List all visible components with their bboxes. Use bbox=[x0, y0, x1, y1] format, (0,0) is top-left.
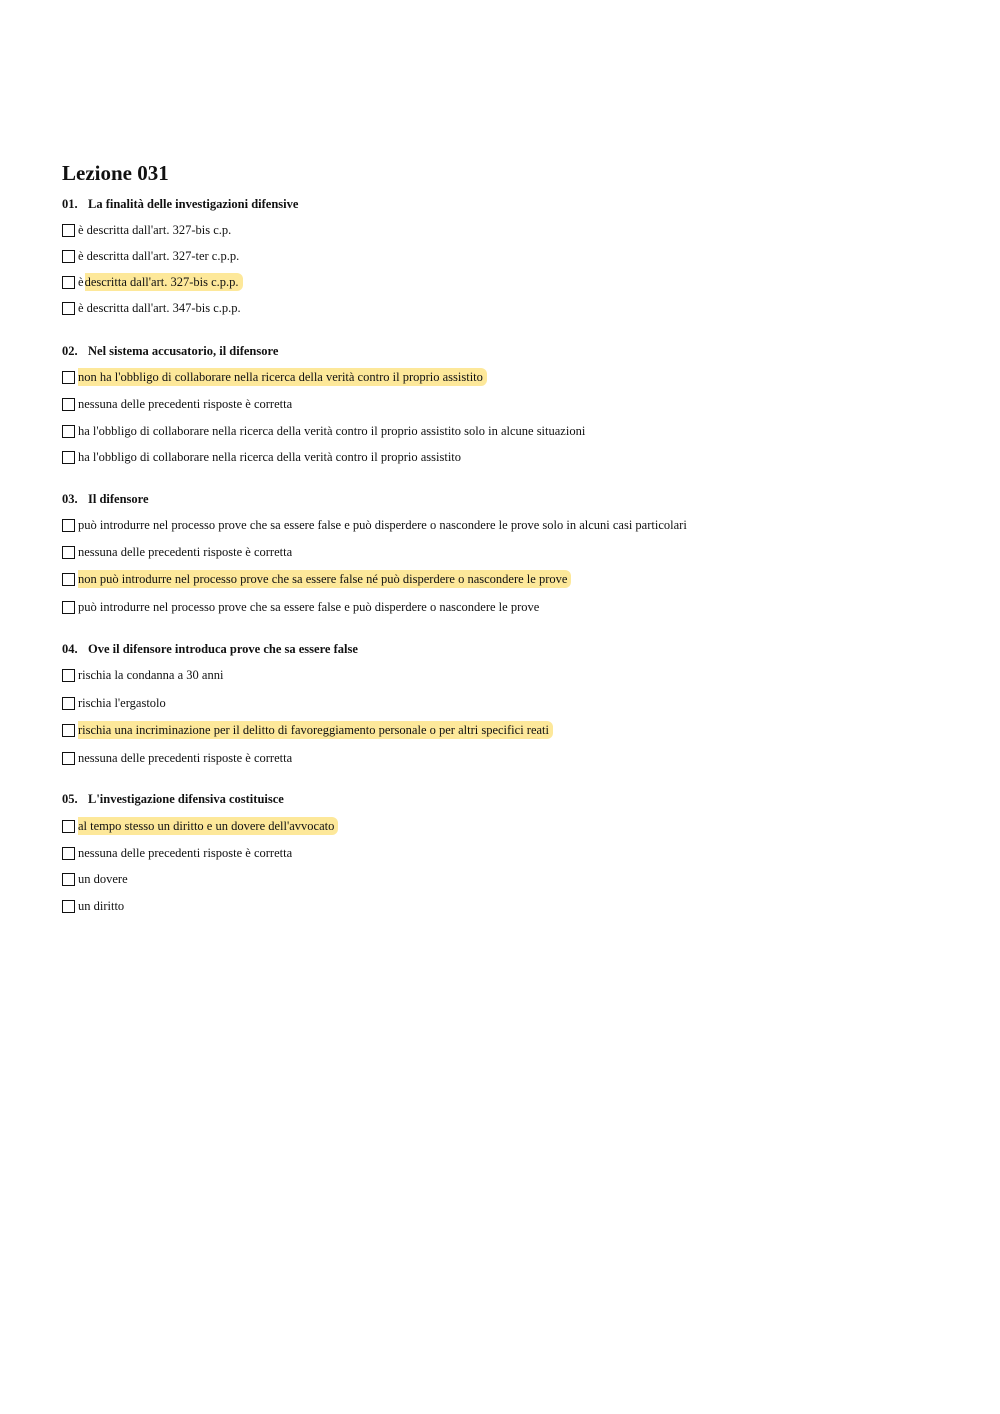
option-prefix: è bbox=[78, 275, 84, 289]
checkbox[interactable] bbox=[62, 398, 75, 411]
option-text: può introdurre nel processo prove che sa essere false e può disperdere o nascondere le prove bbox=[78, 600, 540, 614]
question-text: Il difensore bbox=[88, 492, 149, 506]
option-03-c-highlighted[interactable] bbox=[62, 570, 571, 588]
option-text: è descritta dall'art. 347-bis c.p.p. bbox=[78, 301, 241, 315]
question-03 bbox=[62, 491, 149, 507]
option-01-c-highlighted[interactable] bbox=[62, 273, 243, 291]
option-05-b[interactable] bbox=[62, 844, 296, 862]
question-number: 04. bbox=[62, 642, 78, 656]
checkbox[interactable] bbox=[62, 752, 75, 765]
question-text: Nel sistema accusatorio, il difensore bbox=[88, 344, 279, 358]
option-03-a[interactable] bbox=[62, 516, 691, 534]
option-05-a-highlighted[interactable] bbox=[62, 817, 338, 835]
question-number: 05. bbox=[62, 792, 78, 806]
option-01-a[interactable] bbox=[62, 221, 235, 239]
option-text-highlighted: al tempo stesso un diritto e un dovere dell'avvocato bbox=[78, 817, 338, 835]
question-05 bbox=[62, 791, 284, 807]
option-04-c-highlighted[interactable] bbox=[62, 721, 553, 739]
option-text: un dovere bbox=[78, 872, 128, 886]
checkbox[interactable] bbox=[62, 371, 75, 384]
question-text: L'investigazione difensiva costituisce bbox=[88, 792, 284, 806]
option-01-d[interactable] bbox=[62, 299, 245, 317]
question-04 bbox=[62, 641, 358, 657]
option-text: è descritta dall'art. 327-bis c.p. bbox=[78, 223, 232, 237]
question-number: 02. bbox=[62, 344, 78, 358]
checkbox[interactable] bbox=[62, 250, 75, 263]
checkbox[interactable] bbox=[62, 669, 75, 682]
checkbox[interactable] bbox=[62, 451, 75, 464]
option-text: nessuna delle precedenti risposte è corretta bbox=[78, 846, 293, 860]
checkbox[interactable] bbox=[62, 224, 75, 237]
checkbox[interactable] bbox=[62, 820, 75, 833]
option-text: ha l'obbligo di collaborare nella ricerca della verità contro il proprio assistito bbox=[78, 450, 462, 464]
checkbox[interactable] bbox=[62, 546, 75, 559]
option-text: rischia la condanna a 30 anni bbox=[78, 668, 224, 682]
checkbox[interactable] bbox=[62, 302, 75, 315]
option-04-a[interactable] bbox=[62, 666, 227, 684]
checkbox[interactable] bbox=[62, 573, 75, 586]
option-text: è descritta dall'art. 327-ter c.p.p. bbox=[78, 249, 240, 263]
option-04-d[interactable] bbox=[62, 749, 296, 767]
option-text: può introdurre nel processo prove che sa essere false e può disperdere o nascondere le prove solo in alcuni casi particolari bbox=[78, 518, 687, 532]
option-04-b[interactable] bbox=[62, 694, 170, 712]
question-02 bbox=[62, 343, 278, 359]
option-text: nessuna delle precedenti risposte è corretta bbox=[78, 751, 293, 765]
option-text-highlighted: rischia una incriminazione per il delitto di favoreggiamento personale o per altri specifici reati bbox=[78, 721, 553, 739]
option-text-highlighted: descritta dall'art. 327-bis c.p.p. bbox=[85, 273, 243, 291]
question-text: La finalità delle investigazioni difensive bbox=[88, 197, 299, 211]
question-number: 03. bbox=[62, 492, 78, 506]
checkbox[interactable] bbox=[62, 425, 75, 438]
option-text: ha l'obbligo di collaborare nella ricerca della verità contro il proprio assistito solo in alcune situazioni bbox=[78, 424, 586, 438]
lesson-title: Lezione 031 bbox=[62, 161, 169, 185]
checkbox[interactable] bbox=[62, 873, 75, 886]
option-text: nessuna delle precedenti risposte è corretta bbox=[78, 397, 293, 411]
option-02-d[interactable] bbox=[62, 448, 465, 466]
checkbox[interactable] bbox=[62, 724, 75, 737]
option-05-c[interactable] bbox=[62, 870, 132, 888]
checkbox[interactable] bbox=[62, 276, 75, 289]
option-03-b[interactable] bbox=[62, 543, 296, 561]
question-text: Ove il difensore introduca prove che sa essere false bbox=[88, 642, 358, 656]
option-text-highlighted: non può introdurre nel processo prove che sa essere false né può disperdere o nascondere le prove bbox=[78, 570, 571, 588]
checkbox[interactable] bbox=[62, 847, 75, 860]
checkbox[interactable] bbox=[62, 601, 75, 614]
option-01-b[interactable] bbox=[62, 247, 243, 265]
checkbox[interactable] bbox=[62, 697, 75, 710]
checkbox[interactable] bbox=[62, 519, 75, 532]
option-text-highlighted: non ha l'obbligo di collaborare nella ricerca della verità contro il proprio assistito bbox=[78, 368, 487, 386]
question-number: 01. bbox=[62, 197, 78, 211]
checkbox[interactable] bbox=[62, 900, 75, 913]
question-01 bbox=[62, 196, 298, 212]
option-text: rischia l'ergastolo bbox=[78, 696, 166, 710]
option-text: un diritto bbox=[78, 899, 125, 913]
option-05-d[interactable] bbox=[62, 897, 128, 915]
option-02-b[interactable] bbox=[62, 395, 296, 413]
option-02-c[interactable] bbox=[62, 422, 589, 440]
option-03-d[interactable] bbox=[62, 598, 543, 616]
option-02-a-highlighted[interactable] bbox=[62, 368, 487, 386]
option-text: nessuna delle precedenti risposte è corretta bbox=[78, 545, 293, 559]
